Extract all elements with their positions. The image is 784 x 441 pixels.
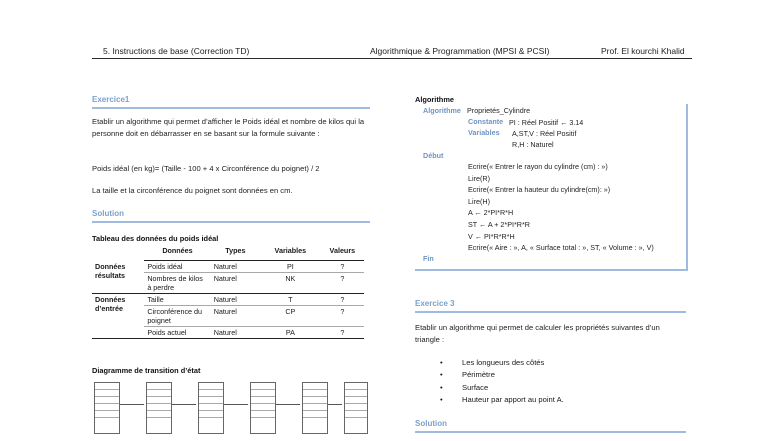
algo-line: ST ← A + 2*PI*R*R: [468, 219, 530, 229]
cell-data: Poids actuel: [144, 327, 210, 339]
algo-heading: Algorithme: [415, 95, 455, 104]
solution3-rule: [415, 431, 686, 433]
cell-type: Naturel: [211, 306, 260, 327]
diagram-arrow: [224, 404, 248, 405]
col-header-variables: Variables: [260, 245, 321, 261]
solution1-rule: [92, 221, 370, 223]
diagram-arrow: [328, 404, 342, 405]
properties-list: [440, 357, 564, 407]
kw-variables: Variables: [468, 128, 500, 137]
table-title: Tableau des données du poids idéal: [92, 234, 219, 243]
cell-data: Poids idéal: [144, 261, 210, 273]
diagram-state-box: [94, 382, 120, 434]
algo-constante: PI : Réel Positif ← 3.14: [509, 118, 584, 127]
cell-var: CP: [260, 306, 321, 327]
exercice1-formula: Poids idéal (en kg)= (Taille - 100 + 4 x Circonférence du poignet) / 2: [92, 164, 320, 173]
algo-line: V ← PI*R*R*H: [468, 231, 515, 241]
diagram-state-box: [146, 382, 172, 434]
exercice1-title: Exercice1: [92, 95, 130, 104]
cell-var: NK: [260, 273, 321, 294]
list-item: • Les longueurs des côtés: [440, 357, 564, 369]
cell-var: PA: [260, 327, 321, 339]
cell-var: PI: [260, 261, 321, 273]
cell-val: ?: [321, 327, 364, 339]
diagram-arrow: [120, 404, 144, 405]
state-diagram: [92, 378, 370, 438]
kw-fin: Fin: [423, 254, 434, 263]
exercice3-rule: [415, 311, 686, 313]
algo-name: Proprietés_Cylindre: [467, 106, 531, 115]
diagram-title: Diagramme de transition d’état: [92, 366, 201, 375]
algo-line: Ecrire(« Aire : », A, « Surface total : », ST, « Volume : », V): [468, 243, 654, 253]
cell-type: Naturel: [211, 327, 260, 339]
cell-type: Naturel: [211, 261, 260, 273]
exercice1-rule: [92, 107, 370, 109]
cell-val: ?: [321, 306, 364, 327]
diagram-state-box: [250, 382, 276, 434]
exercice3-title: Exercice 3: [415, 299, 455, 308]
col-header-types: Types: [211, 245, 260, 261]
header-divider: [92, 58, 692, 59]
algo-line: Ecrire(« Entrer le rayon du cylindre (cm) : »): [468, 162, 608, 171]
kw-algorithme: Algorithme: [423, 106, 461, 115]
algo-body: [468, 161, 683, 254]
algo-var2: R,H : Naturel: [512, 140, 554, 149]
algo-line: Lire(H): [468, 196, 490, 206]
algo-var1: A,ST,V : Réel Positif: [512, 129, 577, 138]
col-header-valeurs: Valeurs: [321, 245, 364, 261]
cell-data: Taille: [144, 294, 210, 306]
table-row: [92, 261, 364, 273]
cell-val: ?: [321, 273, 364, 294]
cell-val: ?: [321, 294, 364, 306]
exercice1-statement: Etablir un algorithme qui permet d’afficher le Poids idéal et nombre de kilos qui la personne doit en débarrasser en se basant sur la formule suivante :: [92, 117, 365, 138]
solution3-title: Solution: [415, 419, 447, 428]
list-item: • Hauteur par apport au point A.: [440, 394, 564, 406]
kw-constante: Constante: [468, 117, 504, 126]
group-inputs: Données d’entrée: [92, 294, 144, 339]
cell-val: ?: [321, 261, 364, 273]
col-header-donnees: Données: [144, 245, 210, 261]
group-results: Données résultats: [92, 261, 144, 294]
list-item: • Surface: [440, 382, 564, 394]
cell-type: Naturel: [211, 294, 260, 306]
algo-line: Lire(R): [468, 173, 490, 183]
algo-line: A ← 2*PI*R*H: [468, 208, 514, 218]
cell-data: Circonférence du poignet: [144, 306, 210, 327]
diagram-state-box: [344, 382, 368, 434]
diagram-arrow: [172, 404, 196, 405]
header-center: Algorithmique & Programmation (MPSI & PCSI): [370, 46, 550, 56]
algo-line: Ecrire(« Entrer la hauteur du cylindre(cm): »): [468, 185, 611, 195]
list-item: • Périmètre: [440, 369, 564, 381]
diagram-state-box: [198, 382, 224, 434]
data-table: [92, 245, 364, 339]
header-left: 5. Instructions de base (Correction TD): [103, 46, 250, 56]
cell-data: Nombres de kilos à perdre: [144, 273, 210, 294]
diagram-state-box: [302, 382, 328, 434]
table-row: [92, 294, 364, 306]
cell-var: T: [260, 294, 321, 306]
header-right: Prof. El kourchi Khalid: [601, 46, 685, 56]
solution1-title: Solution: [92, 209, 124, 218]
exercice3-statement: Etablir un algorithme qui permet de calculer les propriétés suivantes d’un triangle :: [415, 323, 660, 344]
exercice1-note: La taille et la circonférence du poignet sont données en cm.: [92, 186, 293, 195]
cell-type: Naturel: [211, 273, 260, 294]
diagram-arrow: [276, 404, 300, 405]
kw-debut: Début: [423, 151, 444, 160]
